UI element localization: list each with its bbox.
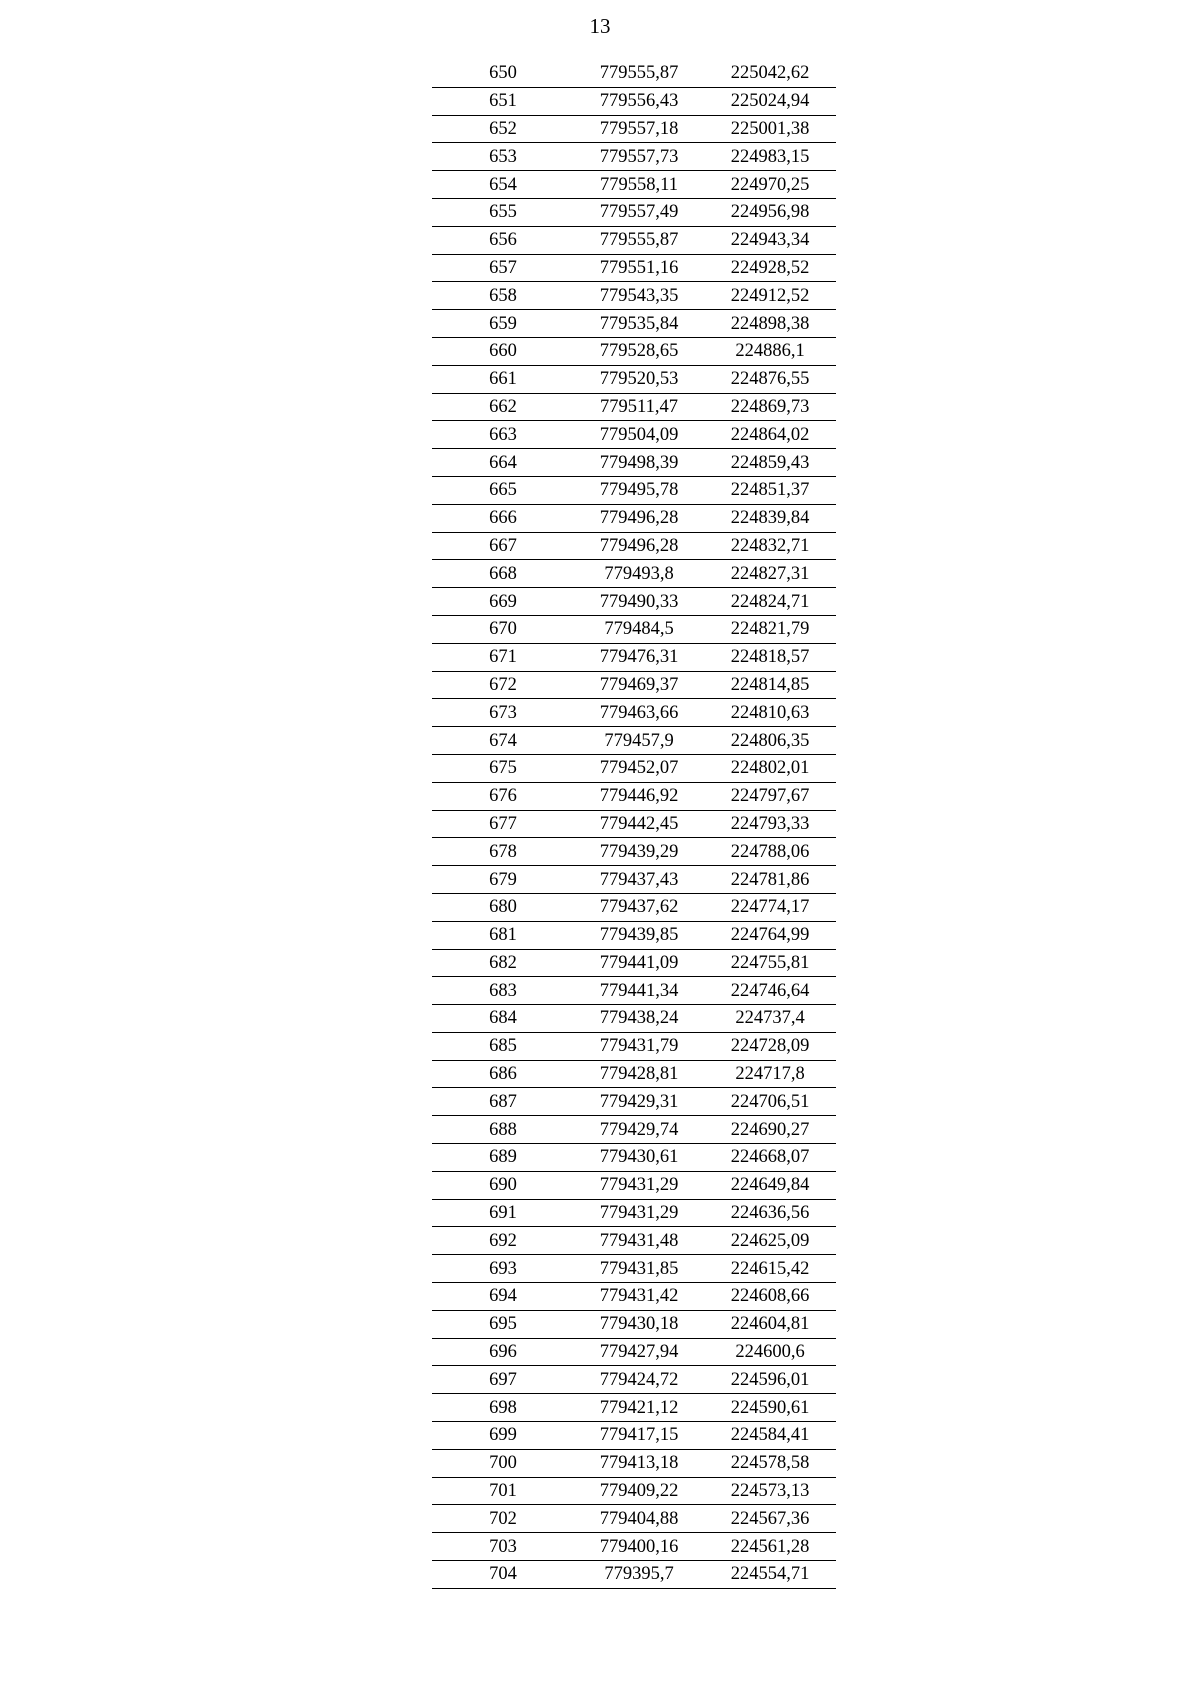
- y-coordinate-cell: 224600,6: [704, 1338, 836, 1366]
- table-row: [432, 782, 836, 810]
- table-row: [432, 1338, 836, 1366]
- table-row: [432, 977, 836, 1005]
- table-row: [432, 198, 836, 226]
- table-row: [432, 337, 836, 365]
- y-coordinate-cell: 224728,09: [704, 1032, 836, 1060]
- point-number-cell: 663: [432, 421, 574, 449]
- y-coordinate-cell: 224561,28: [704, 1533, 836, 1561]
- table-row: [432, 1477, 836, 1505]
- x-coordinate-cell: 779431,29: [574, 1199, 704, 1227]
- y-coordinate-cell: 224737,4: [704, 1005, 836, 1033]
- point-number-cell: 668: [432, 560, 574, 588]
- table-row: [432, 921, 836, 949]
- y-coordinate-cell: 224584,41: [704, 1422, 836, 1450]
- point-number-cell: 698: [432, 1394, 574, 1422]
- point-number-cell: 660: [432, 337, 574, 365]
- table-row: [432, 1171, 836, 1199]
- point-number-cell: 666: [432, 504, 574, 532]
- table-row: [432, 1310, 836, 1338]
- point-number-cell: 673: [432, 699, 574, 727]
- x-coordinate-cell: 779520,53: [574, 365, 704, 393]
- x-coordinate-cell: 779555,87: [574, 60, 704, 87]
- x-coordinate-cell: 779431,29: [574, 1171, 704, 1199]
- x-coordinate-cell: 779490,33: [574, 588, 704, 616]
- point-number-cell: 694: [432, 1283, 574, 1311]
- point-number-cell: 678: [432, 838, 574, 866]
- table-row: [432, 449, 836, 477]
- y-coordinate-cell: 224755,81: [704, 949, 836, 977]
- x-coordinate-cell: 779496,28: [574, 532, 704, 560]
- y-coordinate-cell: 224898,38: [704, 310, 836, 338]
- x-coordinate-cell: 779431,85: [574, 1255, 704, 1283]
- point-number-cell: 653: [432, 143, 574, 171]
- x-coordinate-cell: 779543,35: [574, 282, 704, 310]
- point-number-cell: 665: [432, 476, 574, 504]
- point-number-cell: 696: [432, 1338, 574, 1366]
- x-coordinate-cell: 779431,79: [574, 1032, 704, 1060]
- x-coordinate-cell: 779469,37: [574, 671, 704, 699]
- x-coordinate-cell: 779496,28: [574, 504, 704, 532]
- table-row: [432, 671, 836, 699]
- y-coordinate-cell: 224764,99: [704, 921, 836, 949]
- y-coordinate-cell: 224668,07: [704, 1144, 836, 1172]
- table-row: [432, 1533, 836, 1561]
- table-row: [432, 1060, 836, 1088]
- y-coordinate-cell: 224832,71: [704, 532, 836, 560]
- point-number-cell: 650: [432, 60, 574, 87]
- point-number-cell: 655: [432, 198, 574, 226]
- table-row: [432, 365, 836, 393]
- x-coordinate-cell: 779558,11: [574, 171, 704, 199]
- point-number-cell: 692: [432, 1227, 574, 1255]
- x-coordinate-cell: 779457,9: [574, 727, 704, 755]
- table-row: [432, 143, 836, 171]
- y-coordinate-cell: 224983,15: [704, 143, 836, 171]
- point-number-cell: 701: [432, 1477, 574, 1505]
- y-coordinate-cell: 224788,06: [704, 838, 836, 866]
- y-coordinate-cell: 224970,25: [704, 171, 836, 199]
- x-coordinate-cell: 779428,81: [574, 1060, 704, 1088]
- y-coordinate-cell: 224717,8: [704, 1060, 836, 1088]
- table-row: [432, 893, 836, 921]
- table-row: [432, 1561, 836, 1589]
- point-number-cell: 697: [432, 1366, 574, 1394]
- point-number-cell: 702: [432, 1505, 574, 1533]
- x-coordinate-cell: 779400,16: [574, 1533, 704, 1561]
- y-coordinate-cell: 224608,66: [704, 1283, 836, 1311]
- y-coordinate-cell: 224912,52: [704, 282, 836, 310]
- y-coordinate-cell: 224806,35: [704, 727, 836, 755]
- point-number-cell: 669: [432, 588, 574, 616]
- y-coordinate-cell: 224810,63: [704, 699, 836, 727]
- table-row: [432, 226, 836, 254]
- y-coordinate-cell: 224839,84: [704, 504, 836, 532]
- y-coordinate-cell: 224821,79: [704, 615, 836, 643]
- table-row: [432, 60, 836, 87]
- y-coordinate-cell: 224864,02: [704, 421, 836, 449]
- y-coordinate-cell: 224596,01: [704, 1366, 836, 1394]
- point-number-cell: 690: [432, 1171, 574, 1199]
- table-row: [432, 504, 836, 532]
- y-coordinate-cell: 225042,62: [704, 60, 836, 87]
- table-row: [432, 1283, 836, 1311]
- point-number-cell: 676: [432, 782, 574, 810]
- point-number-cell: 686: [432, 1060, 574, 1088]
- table-row: [432, 588, 836, 616]
- table-row: [432, 1505, 836, 1533]
- table-row: [432, 1005, 836, 1033]
- point-number-cell: 691: [432, 1199, 574, 1227]
- y-coordinate-cell: 224818,57: [704, 643, 836, 671]
- x-coordinate-cell: 779528,65: [574, 337, 704, 365]
- y-coordinate-cell: 224746,64: [704, 977, 836, 1005]
- x-coordinate-cell: 779484,5: [574, 615, 704, 643]
- point-number-cell: 685: [432, 1032, 574, 1060]
- point-number-cell: 704: [432, 1561, 574, 1589]
- table-row: [432, 1088, 836, 1116]
- table-row: [432, 115, 836, 143]
- y-coordinate-cell: 224649,84: [704, 1171, 836, 1199]
- point-number-cell: 688: [432, 1116, 574, 1144]
- x-coordinate-cell: 779441,34: [574, 977, 704, 1005]
- y-coordinate-cell: 224797,67: [704, 782, 836, 810]
- x-coordinate-cell: 779438,24: [574, 1005, 704, 1033]
- table-row: [432, 727, 836, 755]
- point-number-cell: 703: [432, 1533, 574, 1561]
- table-row: [432, 393, 836, 421]
- x-coordinate-cell: 779557,73: [574, 143, 704, 171]
- point-number-cell: 695: [432, 1310, 574, 1338]
- point-number-cell: 654: [432, 171, 574, 199]
- y-coordinate-cell: 224578,58: [704, 1449, 836, 1477]
- point-number-cell: 684: [432, 1005, 574, 1033]
- point-number-cell: 687: [432, 1088, 574, 1116]
- table-row: [432, 1394, 836, 1422]
- point-number-cell: 675: [432, 754, 574, 782]
- x-coordinate-cell: 779437,62: [574, 893, 704, 921]
- x-coordinate-cell: 779442,45: [574, 810, 704, 838]
- table-row: [432, 1227, 836, 1255]
- table-row: [432, 87, 836, 115]
- point-number-cell: 680: [432, 893, 574, 921]
- y-coordinate-cell: 224859,43: [704, 449, 836, 477]
- point-number-cell: 677: [432, 810, 574, 838]
- point-number-cell: 667: [432, 532, 574, 560]
- y-coordinate-cell: 224706,51: [704, 1088, 836, 1116]
- point-number-cell: 700: [432, 1449, 574, 1477]
- table-row: [432, 754, 836, 782]
- table-row: [432, 532, 836, 560]
- point-number-cell: 679: [432, 866, 574, 894]
- coordinates-table: [432, 60, 836, 1589]
- x-coordinate-cell: 779429,31: [574, 1088, 704, 1116]
- table-row: [432, 1449, 836, 1477]
- y-coordinate-cell: 224615,42: [704, 1255, 836, 1283]
- table-body: [432, 60, 836, 1588]
- x-coordinate-cell: 779431,48: [574, 1227, 704, 1255]
- y-coordinate-cell: 224573,13: [704, 1477, 836, 1505]
- point-number-cell: 682: [432, 949, 574, 977]
- point-number-cell: 661: [432, 365, 574, 393]
- x-coordinate-cell: 779417,15: [574, 1422, 704, 1450]
- table-row: [432, 282, 836, 310]
- y-coordinate-cell: 224886,1: [704, 337, 836, 365]
- x-coordinate-cell: 779504,09: [574, 421, 704, 449]
- point-number-cell: 662: [432, 393, 574, 421]
- table-row: [432, 643, 836, 671]
- x-coordinate-cell: 779441,09: [574, 949, 704, 977]
- x-coordinate-cell: 779429,74: [574, 1116, 704, 1144]
- table-row: [432, 866, 836, 894]
- point-number-cell: 699: [432, 1422, 574, 1450]
- y-coordinate-cell: 224876,55: [704, 365, 836, 393]
- point-number-cell: 671: [432, 643, 574, 671]
- page-number: 13: [589, 14, 611, 38]
- table-row: [432, 171, 836, 199]
- x-coordinate-cell: 779551,16: [574, 254, 704, 282]
- table-row: [432, 949, 836, 977]
- x-coordinate-cell: 779556,43: [574, 87, 704, 115]
- point-number-cell: 683: [432, 977, 574, 1005]
- y-coordinate-cell: 224928,52: [704, 254, 836, 282]
- y-coordinate-cell: 224851,37: [704, 476, 836, 504]
- x-coordinate-cell: 779446,92: [574, 782, 704, 810]
- y-coordinate-cell: 224827,31: [704, 560, 836, 588]
- point-number-cell: 664: [432, 449, 574, 477]
- y-coordinate-cell: 224554,71: [704, 1561, 836, 1589]
- y-coordinate-cell: 224636,56: [704, 1199, 836, 1227]
- table-row: [432, 560, 836, 588]
- table-row: [432, 476, 836, 504]
- y-coordinate-cell: 224604,81: [704, 1310, 836, 1338]
- x-coordinate-cell: 779404,88: [574, 1505, 704, 1533]
- y-coordinate-cell: 224793,33: [704, 810, 836, 838]
- point-number-cell: 657: [432, 254, 574, 282]
- x-coordinate-cell: 779421,12: [574, 1394, 704, 1422]
- x-coordinate-cell: 779413,18: [574, 1449, 704, 1477]
- y-coordinate-cell: 224802,01: [704, 754, 836, 782]
- table-row: [432, 1116, 836, 1144]
- y-coordinate-cell: 224690,27: [704, 1116, 836, 1144]
- x-coordinate-cell: 779395,7: [574, 1561, 704, 1589]
- y-coordinate-cell: 224781,86: [704, 866, 836, 894]
- y-coordinate-cell: 225001,38: [704, 115, 836, 143]
- point-number-cell: 658: [432, 282, 574, 310]
- point-number-cell: 659: [432, 310, 574, 338]
- table-row: [432, 254, 836, 282]
- x-coordinate-cell: 779427,94: [574, 1338, 704, 1366]
- table-row: [432, 1255, 836, 1283]
- y-coordinate-cell: 224567,36: [704, 1505, 836, 1533]
- point-number-cell: 681: [432, 921, 574, 949]
- x-coordinate-cell: 779493,8: [574, 560, 704, 588]
- y-coordinate-cell: 224943,34: [704, 226, 836, 254]
- table-row: [432, 699, 836, 727]
- point-number-cell: 656: [432, 226, 574, 254]
- x-coordinate-cell: 779437,43: [574, 866, 704, 894]
- y-coordinate-cell: 224590,61: [704, 1394, 836, 1422]
- table-row: [432, 1199, 836, 1227]
- y-coordinate-cell: 225024,94: [704, 87, 836, 115]
- point-number-cell: 651: [432, 87, 574, 115]
- table-row: [432, 810, 836, 838]
- x-coordinate-cell: 779498,39: [574, 449, 704, 477]
- x-coordinate-cell: 779431,42: [574, 1283, 704, 1311]
- x-coordinate-cell: 779557,18: [574, 115, 704, 143]
- x-coordinate-cell: 779511,47: [574, 393, 704, 421]
- x-coordinate-cell: 779439,29: [574, 838, 704, 866]
- point-number-cell: 689: [432, 1144, 574, 1172]
- point-number-cell: 670: [432, 615, 574, 643]
- x-coordinate-cell: 779430,18: [574, 1310, 704, 1338]
- x-coordinate-cell: 779555,87: [574, 226, 704, 254]
- x-coordinate-cell: 779430,61: [574, 1144, 704, 1172]
- table-row: [432, 1144, 836, 1172]
- y-coordinate-cell: 224625,09: [704, 1227, 836, 1255]
- x-coordinate-cell: 779424,72: [574, 1366, 704, 1394]
- x-coordinate-cell: 779452,07: [574, 754, 704, 782]
- x-coordinate-cell: 779557,49: [574, 198, 704, 226]
- x-coordinate-cell: 779463,66: [574, 699, 704, 727]
- point-number-cell: 652: [432, 115, 574, 143]
- y-coordinate-cell: 224814,85: [704, 671, 836, 699]
- x-coordinate-cell: 779439,85: [574, 921, 704, 949]
- table-row: [432, 310, 836, 338]
- x-coordinate-cell: 779535,84: [574, 310, 704, 338]
- table-row: [432, 615, 836, 643]
- y-coordinate-cell: 224774,17: [704, 893, 836, 921]
- y-coordinate-cell: 224869,73: [704, 393, 836, 421]
- table-row: [432, 1032, 836, 1060]
- x-coordinate-cell: 779409,22: [574, 1477, 704, 1505]
- point-number-cell: 674: [432, 727, 574, 755]
- y-coordinate-cell: 224824,71: [704, 588, 836, 616]
- table-row: [432, 421, 836, 449]
- x-coordinate-cell: 779495,78: [574, 476, 704, 504]
- y-coordinate-cell: 224956,98: [704, 198, 836, 226]
- table-row: [432, 1366, 836, 1394]
- table-row: [432, 838, 836, 866]
- table-row: [432, 1422, 836, 1450]
- x-coordinate-cell: 779476,31: [574, 643, 704, 671]
- point-number-cell: 693: [432, 1255, 574, 1283]
- point-number-cell: 672: [432, 671, 574, 699]
